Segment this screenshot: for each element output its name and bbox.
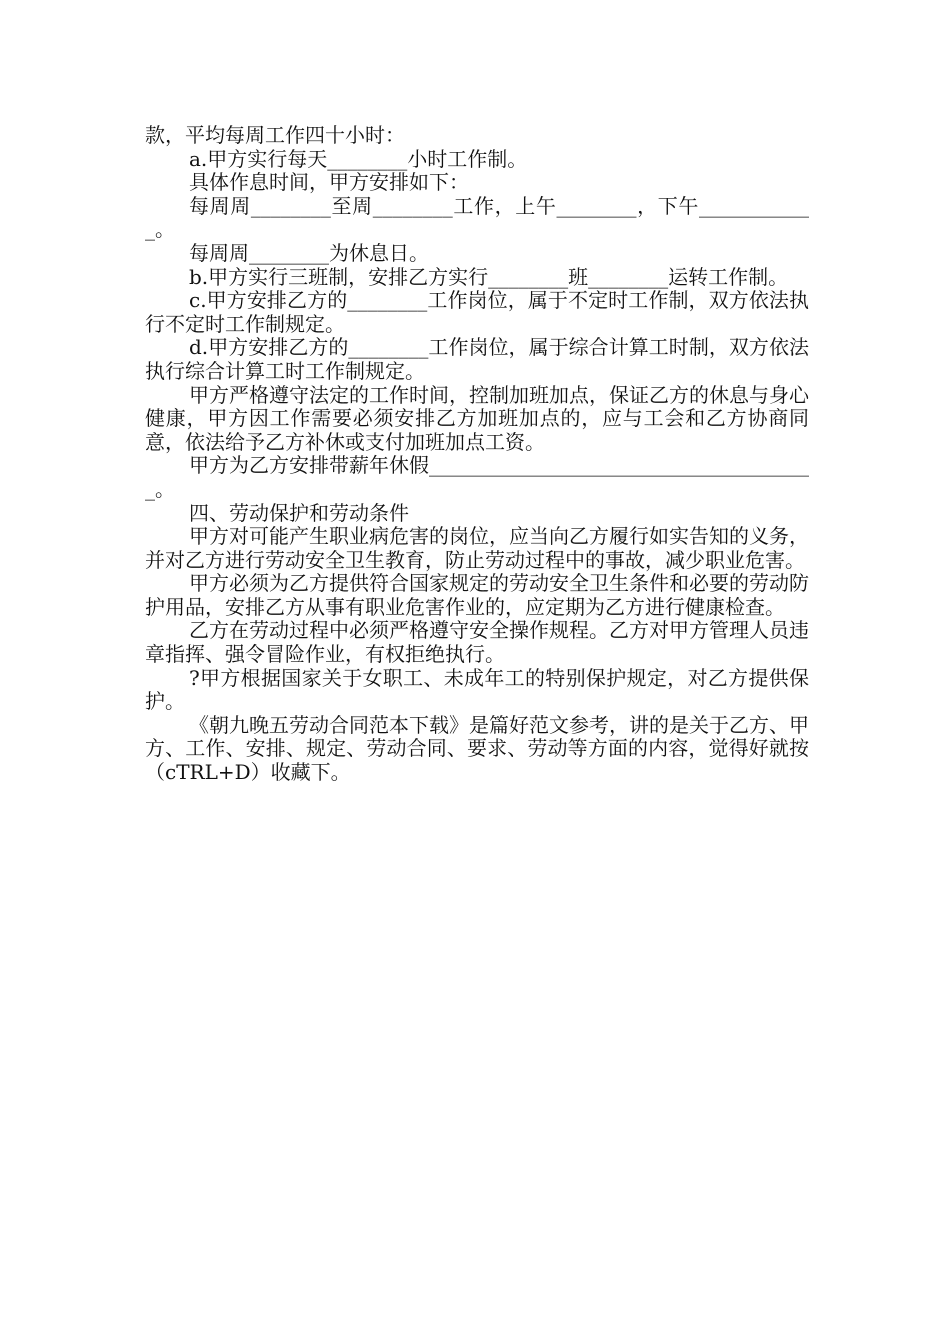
paragraph-4: 每周周________至周________工作，上午________，下午____________。 — [145, 193, 809, 242]
paragraph-16: 《朝九晚五劳动合同范本下载》是篇好范文参考，讲的是关于乙方、甲方、工作、安排、规定、劳动合同、要求、劳动等方面的内容，觉得好就按（cTRL+D）收藏下。 — [145, 712, 809, 785]
paragraph-6: b.甲方实行三班制，安排乙方实行________班________运转工作制。 — [189, 264, 789, 289]
document-body — [145, 124, 809, 785]
paragraph-7: c.甲方安排乙方的________工作岗位，属于不定时工作制，双方依法执行不定时工作制规定。 — [145, 288, 809, 336]
paragraph-15: ?甲方根据国家关于女职工、未成年工的特别保护规定，对乙方提供保护。 — [145, 665, 809, 714]
paragraph-8: d.甲方安排乙方的________工作岗位，属于综合计算工时制，双方依法执行综合计算工时工作制规定。 — [145, 335, 809, 383]
paragraph-13: 甲方必须为乙方提供符合国家规定的劳动安全卫生条件和必要的劳动防护用品，安排乙方从事有职业危害作业的，应定期为乙方进行健康检查。 — [145, 571, 809, 619]
paragraph-1: 款，平均每周工作四十小时： — [145, 123, 405, 147]
paragraph-5: 每周周________为休息日。 — [189, 240, 429, 265]
paragraph-3: 具体作息时间，甲方安排如下： — [189, 170, 469, 195]
paragraph-14: 乙方在劳动过程中必须严格遵守安全操作规程。乙方对甲方管理人员违章指挥、强令冒险作业，有权拒绝执行。 — [145, 618, 809, 667]
paragraph-2: a.甲方实行每天________小时工作制。 — [189, 146, 528, 171]
paragraph-9: 甲方严格遵守法定的工作时间，控制加班加点，保证乙方的休息与身心健康，甲方因工作需要必须安排乙方加班加点的，应与工会和乙方协商同意，依法给予乙方补休或支付加班加点工资。 — [145, 382, 809, 454]
paragraph-12: 甲方对可能产生职业病危害的岗位，应当向乙方履行如实告知的义务，并对乙方进行劳动安全卫生教育，防止劳动过程中的事故，减少职业危害。 — [145, 524, 809, 572]
paragraph-10: 甲方为乙方安排带薪年休假_______________________________________。 — [145, 453, 809, 501]
section-heading: 四、劳动保护和劳动条件 — [189, 500, 409, 525]
